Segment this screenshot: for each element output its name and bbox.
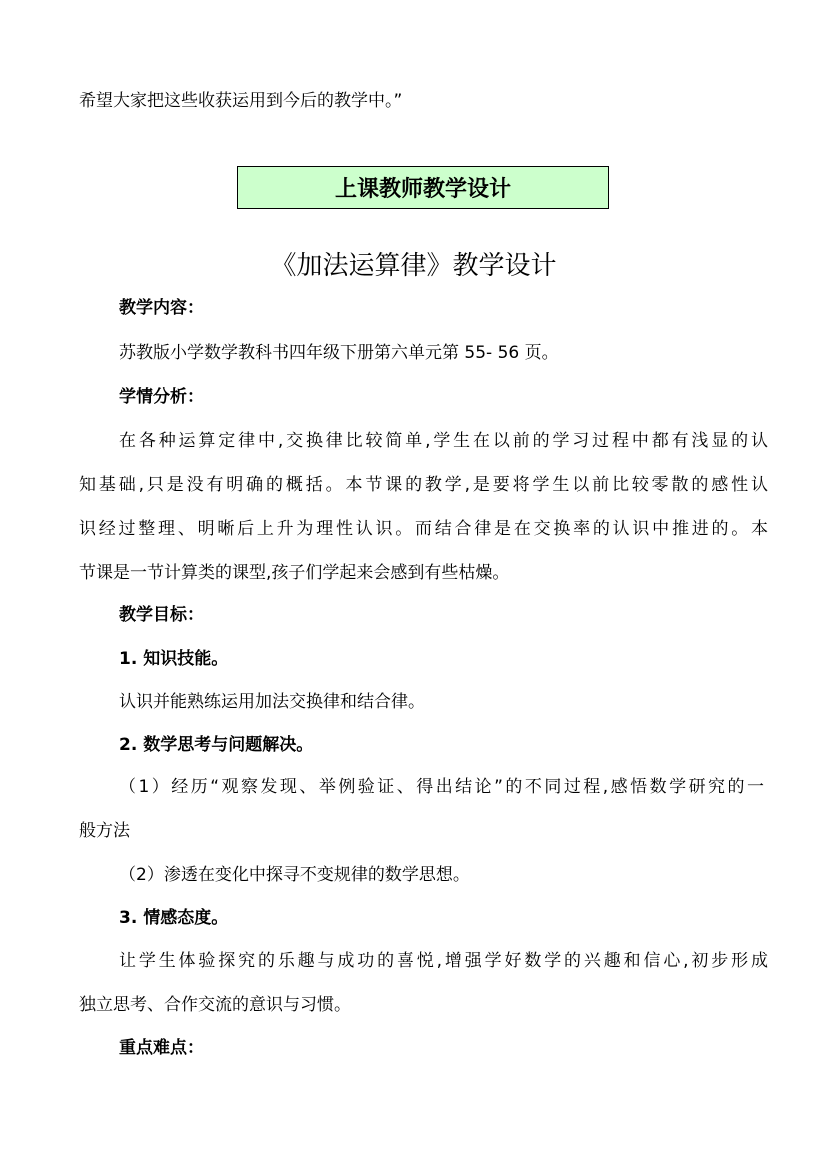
key-heading: 重点难点： [119, 1038, 204, 1058]
goals-heading: 教学目标： [119, 605, 204, 625]
goal1-text: 认识并能熟练运用加法交换律和结合律。 [119, 692, 425, 712]
analysis-line: 识经过整理、明晰后上升为理性认识。而结合律是在交换率的认识中推进的。本 [79, 519, 768, 539]
analysis-line: 知基础,只是没有明确的概括。本节课的教学,是要将学生以前比较零散的感性认 [79, 475, 768, 495]
goal2-item1-line: 般方法 [79, 821, 130, 841]
goal1-heading: 1. 知识技能。 [119, 649, 229, 669]
content-heading: 教学内容： [119, 298, 204, 318]
analysis-line: 在各种运算定律中,交换律比较简单,学生在以前的学习过程中都有浅显的认 [119, 431, 768, 451]
content-text: 苏教版小学数学教科书四年级下册第六单元第 55- 56 页。 [119, 343, 559, 363]
analysis-heading: 学情分析： [119, 387, 204, 407]
analysis-line: 节课是一节计算类的课型,孩子们学起来会感到有些枯燥。 [79, 563, 510, 583]
intro-line: 希望大家把这些收获运用到今后的教学中。” [79, 91, 403, 111]
goal2-item1-line: （1）经历“观察发现、举例验证、得出结论”的不同过程,感悟数学研究的一 [119, 777, 764, 797]
section-banner: 上课教师教学设计 [237, 166, 609, 209]
goal2-heading: 2. 数学思考与问题解决。 [119, 735, 314, 755]
goal2-item2: （2）渗透在变化中探寻不变规律的数学思想。 [119, 865, 470, 885]
goal3-heading: 3. 情感态度。 [119, 908, 229, 928]
goal3-line: 让学生体验探究的乐趣与成功的喜悦,增强学好数学的兴趣和信心,初步形成 [119, 951, 768, 971]
goal3-line: 独立思考、合作交流的意识与习惯。 [79, 995, 351, 1015]
page-title: 《加法运算律》教学设计 [270, 251, 557, 281]
